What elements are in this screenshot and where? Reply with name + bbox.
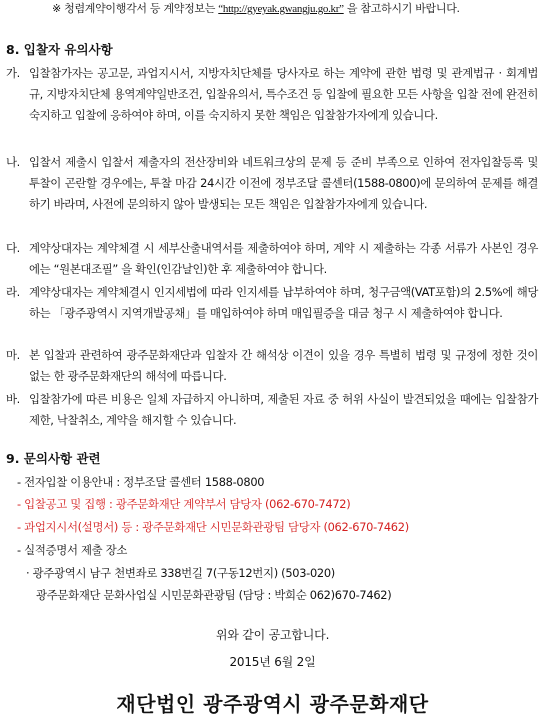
announcement-date: 2015년 6월 2일 xyxy=(229,655,316,669)
item-text: 계약상대자는 계약체결시 인지세법에 따라 인지세를 납부하여야 하며, 청구금액(VAT포함)의 2.5%에 해당하는 「광주광역시 지역개발공채」를 매입하여야 하며 매입필증을 대금 청구 시 제출하여야 합니다. xyxy=(29,285,538,321)
notice-item-da xyxy=(6,238,538,280)
notice-item-ga xyxy=(6,63,538,126)
submission-address: · 광주광역시 남구 천변좌로 338번길 7(구동12번지) (503-020) xyxy=(26,566,335,580)
contact-task-instructions: - 과업지시서(설명서) 등 : 광주문화재단 시민문화관광팀 담당자 (062-670-7462) xyxy=(17,520,409,534)
notice-item-ma xyxy=(6,345,538,387)
item-text: 입찰참가에 따른 비용은 일체 자급하지 아니하며, 제출된 자료 중 허위 사실이 발견되었을 때에는 입찰참가제한, 낙찰취소, 계약을 해지할 수 있습니다. xyxy=(29,392,538,428)
section8-title: 8. 입찰자 유의사항 xyxy=(6,42,113,57)
closing-statement: 위와 같이 공고합니다. xyxy=(215,628,330,642)
notice-item-na xyxy=(6,152,538,215)
item-marker: 바. xyxy=(6,392,20,406)
contract-info-note xyxy=(52,0,542,16)
item-marker: 나. xyxy=(6,155,20,169)
item-marker: 라. xyxy=(6,285,20,299)
item-marker: 다. xyxy=(6,241,20,255)
contact-bid-announcement: - 입찰공고 및 집행 : 광주문화재단 계약부서 담당자 (062-670-7472) xyxy=(17,497,351,511)
submission-team-contact: 광주문화재단 문화사업실 시민문화관광팀 (담당 : 박희순 062)670-7462) xyxy=(36,588,392,602)
contract-info-url[interactable]: “http://gyeyak.gwangju.go.kr” xyxy=(218,3,344,15)
item-marker: 가. xyxy=(6,66,20,80)
item-text: 입찰참가자는 공고문, 과업지시서, 지방자치단체를 당사자로 하는 계약에 관한 법령 및 관계법규 · 회계법규, 지방자치단체 용역계약일반조건, 입찰유의서, 특수조건 등 입찰에 필요한 모든 사항을 입찰 전에 완전히 숙지하고 입찰에 응하여야 하며, 이를 숙지하지 못한 책임은 입찰참가자에게 있습니다. xyxy=(29,66,538,123)
note-suffix: 을 참고하시기 바랍니다. xyxy=(343,2,460,15)
item-text: 본 입찰과 관련하여 광주문화재단과 입찰자 간 해석상 이견이 있을 경우 특별히 법령 및 규정에 정한 것이 없는 한 광주문화재단의 해석에 따릅니다. xyxy=(29,348,538,384)
item-text: 계약상대자는 계약체결 시 세부산출내역서를 제출하여야 하며, 계약 시 제출하는 각종 서류가 사본인 경우에는 “원본대조필” 을 확인(인감날인)한 후 제출하여야 합니다. xyxy=(29,241,538,277)
item-text: 입찰서 제출시 입찰서 제출자의 전산장비와 네트워크상의 문제 등 준비 부족으로 인하여 전자입찰등록 및 투찰이 곤란할 경우에는, 투찰 마감 24시간 이전에 정부조달 콜센터(1588-0800)에 문의하여 문제를 해결하기 바라며, 사전에 문의하지 않아 발생되는 모든 책임은 입찰참가자에게 있습니다. xyxy=(29,155,538,212)
note-prefix: ※ 청렴계약이행각서 등 계약정보는 xyxy=(52,2,219,15)
contact-e-bidding: - 전자입찰 이용안내 : 정부조달 콜센터 1588-0800 xyxy=(17,475,265,489)
notice-item-ra xyxy=(6,282,538,324)
notice-item-ba xyxy=(6,389,538,431)
issuer-name: 재단법인 광주광역시 광주문화재단 xyxy=(116,692,429,716)
contact-submission-place: - 실적증명서 제출 장소 xyxy=(17,543,128,557)
item-marker: 마. xyxy=(6,348,20,362)
section9-title: 9. 문의사항 관련 xyxy=(6,451,101,466)
